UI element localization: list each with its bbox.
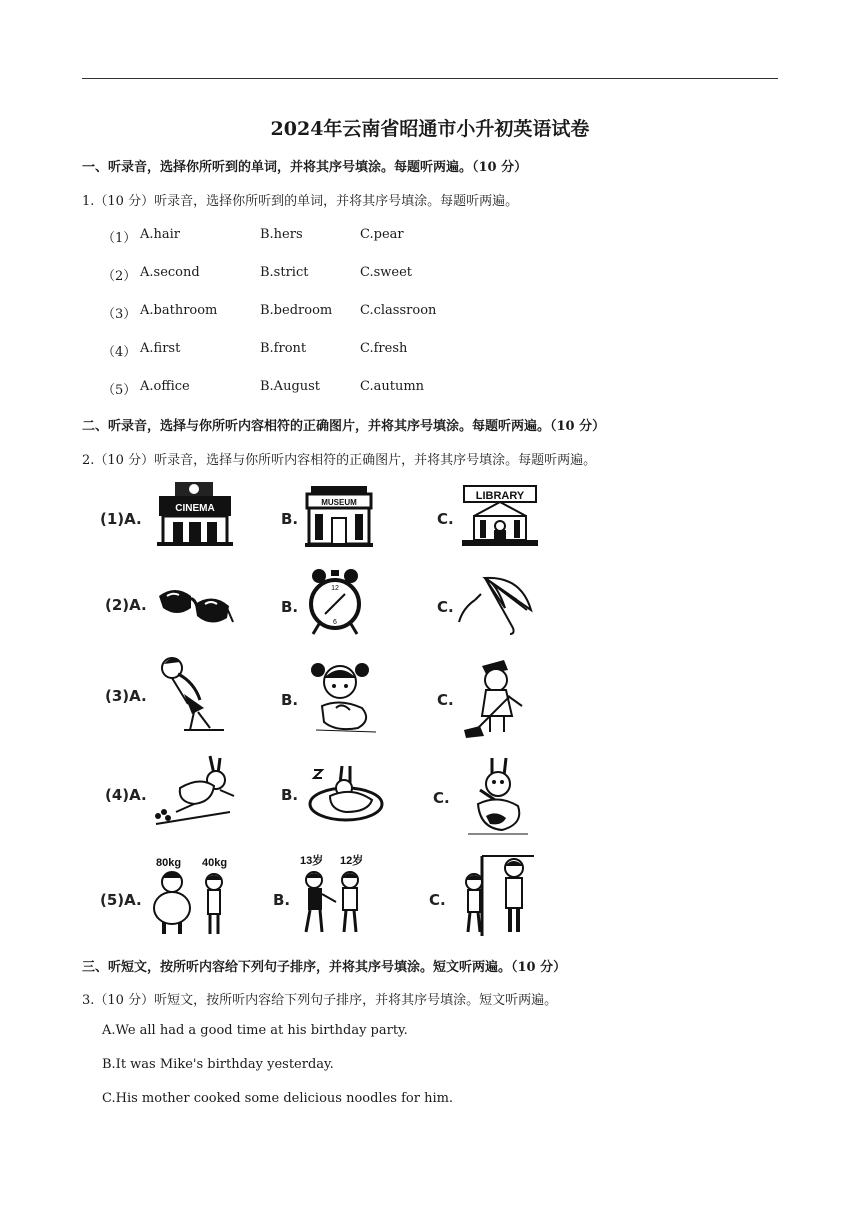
girl-with-rabbit-picture[interactable] — [306, 658, 380, 738]
weight-80kg: 80kg — [156, 857, 182, 869]
option-num: （1） — [102, 231, 137, 246]
row-2-label-c: C. — [437, 598, 454, 616]
rabbit-eating-picture[interactable] — [462, 754, 534, 838]
option-num: （5） — [102, 383, 137, 398]
row-4-label-c: C. — [433, 789, 450, 807]
question-1: 1.（10 分）听录音，选择你所听到的单词，并将其序号填涂。每题听两遍。 — [82, 194, 519, 209]
row-5-label-a: (5)A. — [100, 891, 142, 909]
row-3-label-c: C. — [437, 691, 454, 709]
sunglasses-picture[interactable] — [155, 582, 235, 632]
clock-twelve: 12 — [331, 585, 339, 592]
row-3-label-b: B. — [281, 691, 299, 709]
option-b[interactable]: B.front — [260, 341, 307, 356]
umbrella-picture[interactable] — [455, 570, 535, 638]
option-a[interactable]: A.second — [140, 265, 200, 280]
library-sign: LIBRARY — [475, 490, 525, 502]
question-3: 3.（10 分）听短文，按所听内容给下列句子排序，并将其序号填涂。短文听两遍。 — [82, 993, 558, 1008]
section-3-heading: 三、听短文，按所听内容给下列句子排序，并将其序号填涂。短文听两遍。（10 分） — [82, 960, 567, 975]
option-b[interactable]: B.hers — [260, 227, 303, 242]
fat-and-thin-boys-picture[interactable] — [148, 854, 238, 938]
girl-sweeping-picture[interactable] — [460, 656, 534, 740]
row-5-label-b: B. — [273, 891, 291, 909]
option-a[interactable]: A.bathroom — [140, 303, 218, 318]
option-b[interactable]: B.bedroom — [260, 303, 333, 318]
option-b[interactable]: B.strict — [260, 265, 309, 280]
age-13: 13岁 — [300, 855, 324, 867]
option-c[interactable]: C.classroon — [360, 303, 437, 318]
alarm-clock-picture[interactable] — [305, 566, 365, 638]
option-c[interactable]: C.sweet — [360, 265, 413, 280]
rabbit-jumping-picture[interactable] — [150, 752, 240, 828]
clock-six: 6 — [333, 619, 337, 626]
option-b[interactable]: B.August — [260, 379, 321, 394]
sentence-a[interactable]: A.We all had a good time at his birthday party. — [102, 1023, 408, 1038]
age-12: 12岁 — [340, 855, 364, 867]
option-num: （4） — [102, 345, 137, 360]
row-1-label-b: B. — [281, 510, 299, 528]
option-a[interactable]: A.hair — [140, 227, 181, 242]
section-2-heading: 二、听录音，选择与你所听内容相符的正确图片，并将其序号填涂。每题听两遍。（10 分） — [82, 419, 606, 434]
library-picture[interactable] — [460, 482, 540, 548]
option-c[interactable]: C.autumn — [360, 379, 425, 394]
cinema-picture[interactable] — [155, 480, 235, 548]
option-num: （3） — [102, 307, 137, 322]
boys-height-picture[interactable] — [458, 852, 538, 938]
header-rule — [82, 78, 778, 79]
sentence-c[interactable]: C.His mother cooked some delicious noodles for him. — [102, 1091, 454, 1106]
girl-stretching-picture[interactable] — [158, 654, 228, 734]
museum-sign: MUSEUM — [321, 498, 357, 507]
sentence-b[interactable]: B.It was Mike's birthday yesterday. — [102, 1057, 334, 1072]
option-num: （2） — [102, 269, 137, 284]
boys-ages-picture[interactable] — [296, 852, 372, 938]
row-4-label-b: B. — [281, 786, 299, 804]
row-3-label-a: (3)A. — [105, 687, 147, 705]
row-2-label-a: (2)A. — [105, 596, 147, 614]
page-title: 2024年云南省昭通市小升初英语试卷 — [270, 118, 590, 140]
weight-40kg: 40kg — [202, 857, 228, 869]
row-1-label-a: (1)A. — [100, 510, 142, 528]
row-4-label-a: (4)A. — [105, 786, 147, 804]
row-1-label-c: C. — [437, 510, 454, 528]
museum-picture[interactable] — [303, 484, 375, 548]
option-c[interactable]: C.pear — [360, 227, 404, 242]
rabbit-sleeping-picture[interactable] — [306, 762, 386, 826]
row-2-label-b: B. — [281, 598, 299, 616]
option-a[interactable]: A.office — [140, 379, 190, 394]
row-5-label-c: C. — [429, 891, 446, 909]
cinema-sign: CINEMA — [175, 503, 215, 514]
question-2: 2.（10 分）听录音，选择与你所听内容相符的正确图片，并将其序号填涂。每题听两遍。 — [82, 453, 597, 468]
section-1-heading: 一、听录音，选择你所听到的单词，并将其序号填涂。每题听两遍。（10 分） — [82, 160, 528, 175]
option-a[interactable]: A.first — [140, 341, 181, 356]
option-c[interactable]: C.fresh — [360, 341, 408, 356]
